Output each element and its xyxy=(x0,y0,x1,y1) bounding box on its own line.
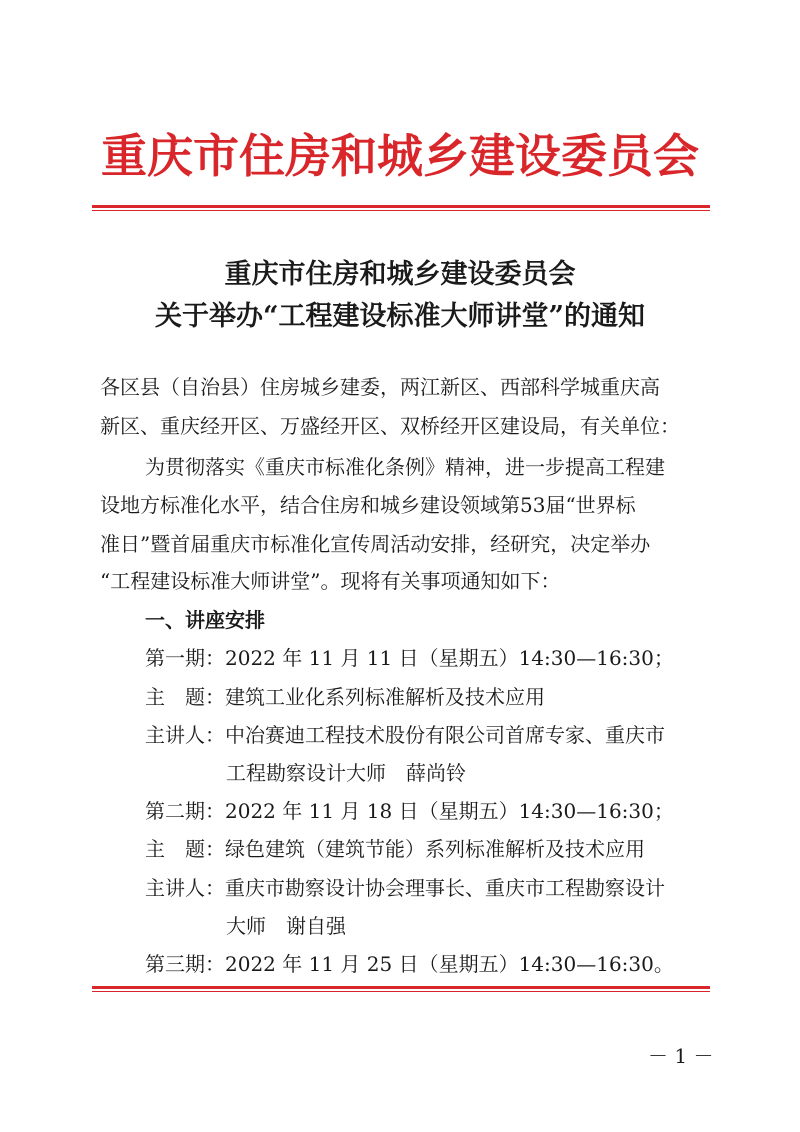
footer-rule-thin xyxy=(92,991,710,992)
masthead-rule-thin xyxy=(92,210,710,211)
session-topic: 主 题：建筑工业化系列标准解析及技术应用 xyxy=(145,685,545,709)
session-topic: 主 题：绿色建筑（建筑节能）系列标准解析及技术应用 xyxy=(145,837,645,861)
document-title-line1: 重庆市住房和城乡建设委员会 xyxy=(224,259,576,290)
session-period: 第一期：2022 年 11 月 11 日（星期五）14:30—16:30； xyxy=(145,646,674,670)
session-period: 第三期：2022 年 11 月 25 日（星期五）14:30—16:30。 xyxy=(145,952,674,976)
intro-line2: 设地方标准化水平，结合住房和城乡建设领域第53届“世界标 xyxy=(100,493,636,517)
addressee-line1: 各区县（自治县）住房城乡建委，两江新区、西部科学城重庆高 xyxy=(100,375,660,399)
footer-rule-thick xyxy=(92,986,710,989)
intro-line3: 准日”暨首届重庆市标准化宣传周活动安排，经研究，决定举办 xyxy=(100,532,651,556)
intro-line1: 为贯彻落实《重庆市标准化条例》精神，进一步提高工程建 xyxy=(145,455,665,479)
addressee-line2: 新区、重庆经开区、万盛经开区、双桥经开区建设局，有关单位： xyxy=(100,414,680,438)
section-heading: 一、讲座安排 xyxy=(145,608,265,632)
document-title-line2: 关于举办“工程建设标准大师讲堂”的通知 xyxy=(154,301,646,332)
page-number: － 1 － xyxy=(648,1044,714,1068)
session-period: 第二期：2022 年 11 月 18 日（星期五）14:30—16:30； xyxy=(145,799,674,823)
intro-line4: “工程建设标准大师讲堂”。现将有关事项通知如下： xyxy=(100,569,561,593)
session-speaker: 主讲人：重庆市勘察设计协会理事长、重庆市工程勘察设计 xyxy=(145,876,665,900)
session-speaker-cont: 工程勘察设计大师 薛尚铃 xyxy=(226,761,466,785)
masthead-rule-thick xyxy=(92,205,710,208)
masthead: 重庆市住房和城乡建设委员会 xyxy=(101,129,699,183)
session-speaker-cont: 大师 谢自强 xyxy=(226,914,346,938)
session-speaker: 主讲人：中冶赛迪工程技术股份有限公司首席专家、重庆市 xyxy=(145,723,665,747)
